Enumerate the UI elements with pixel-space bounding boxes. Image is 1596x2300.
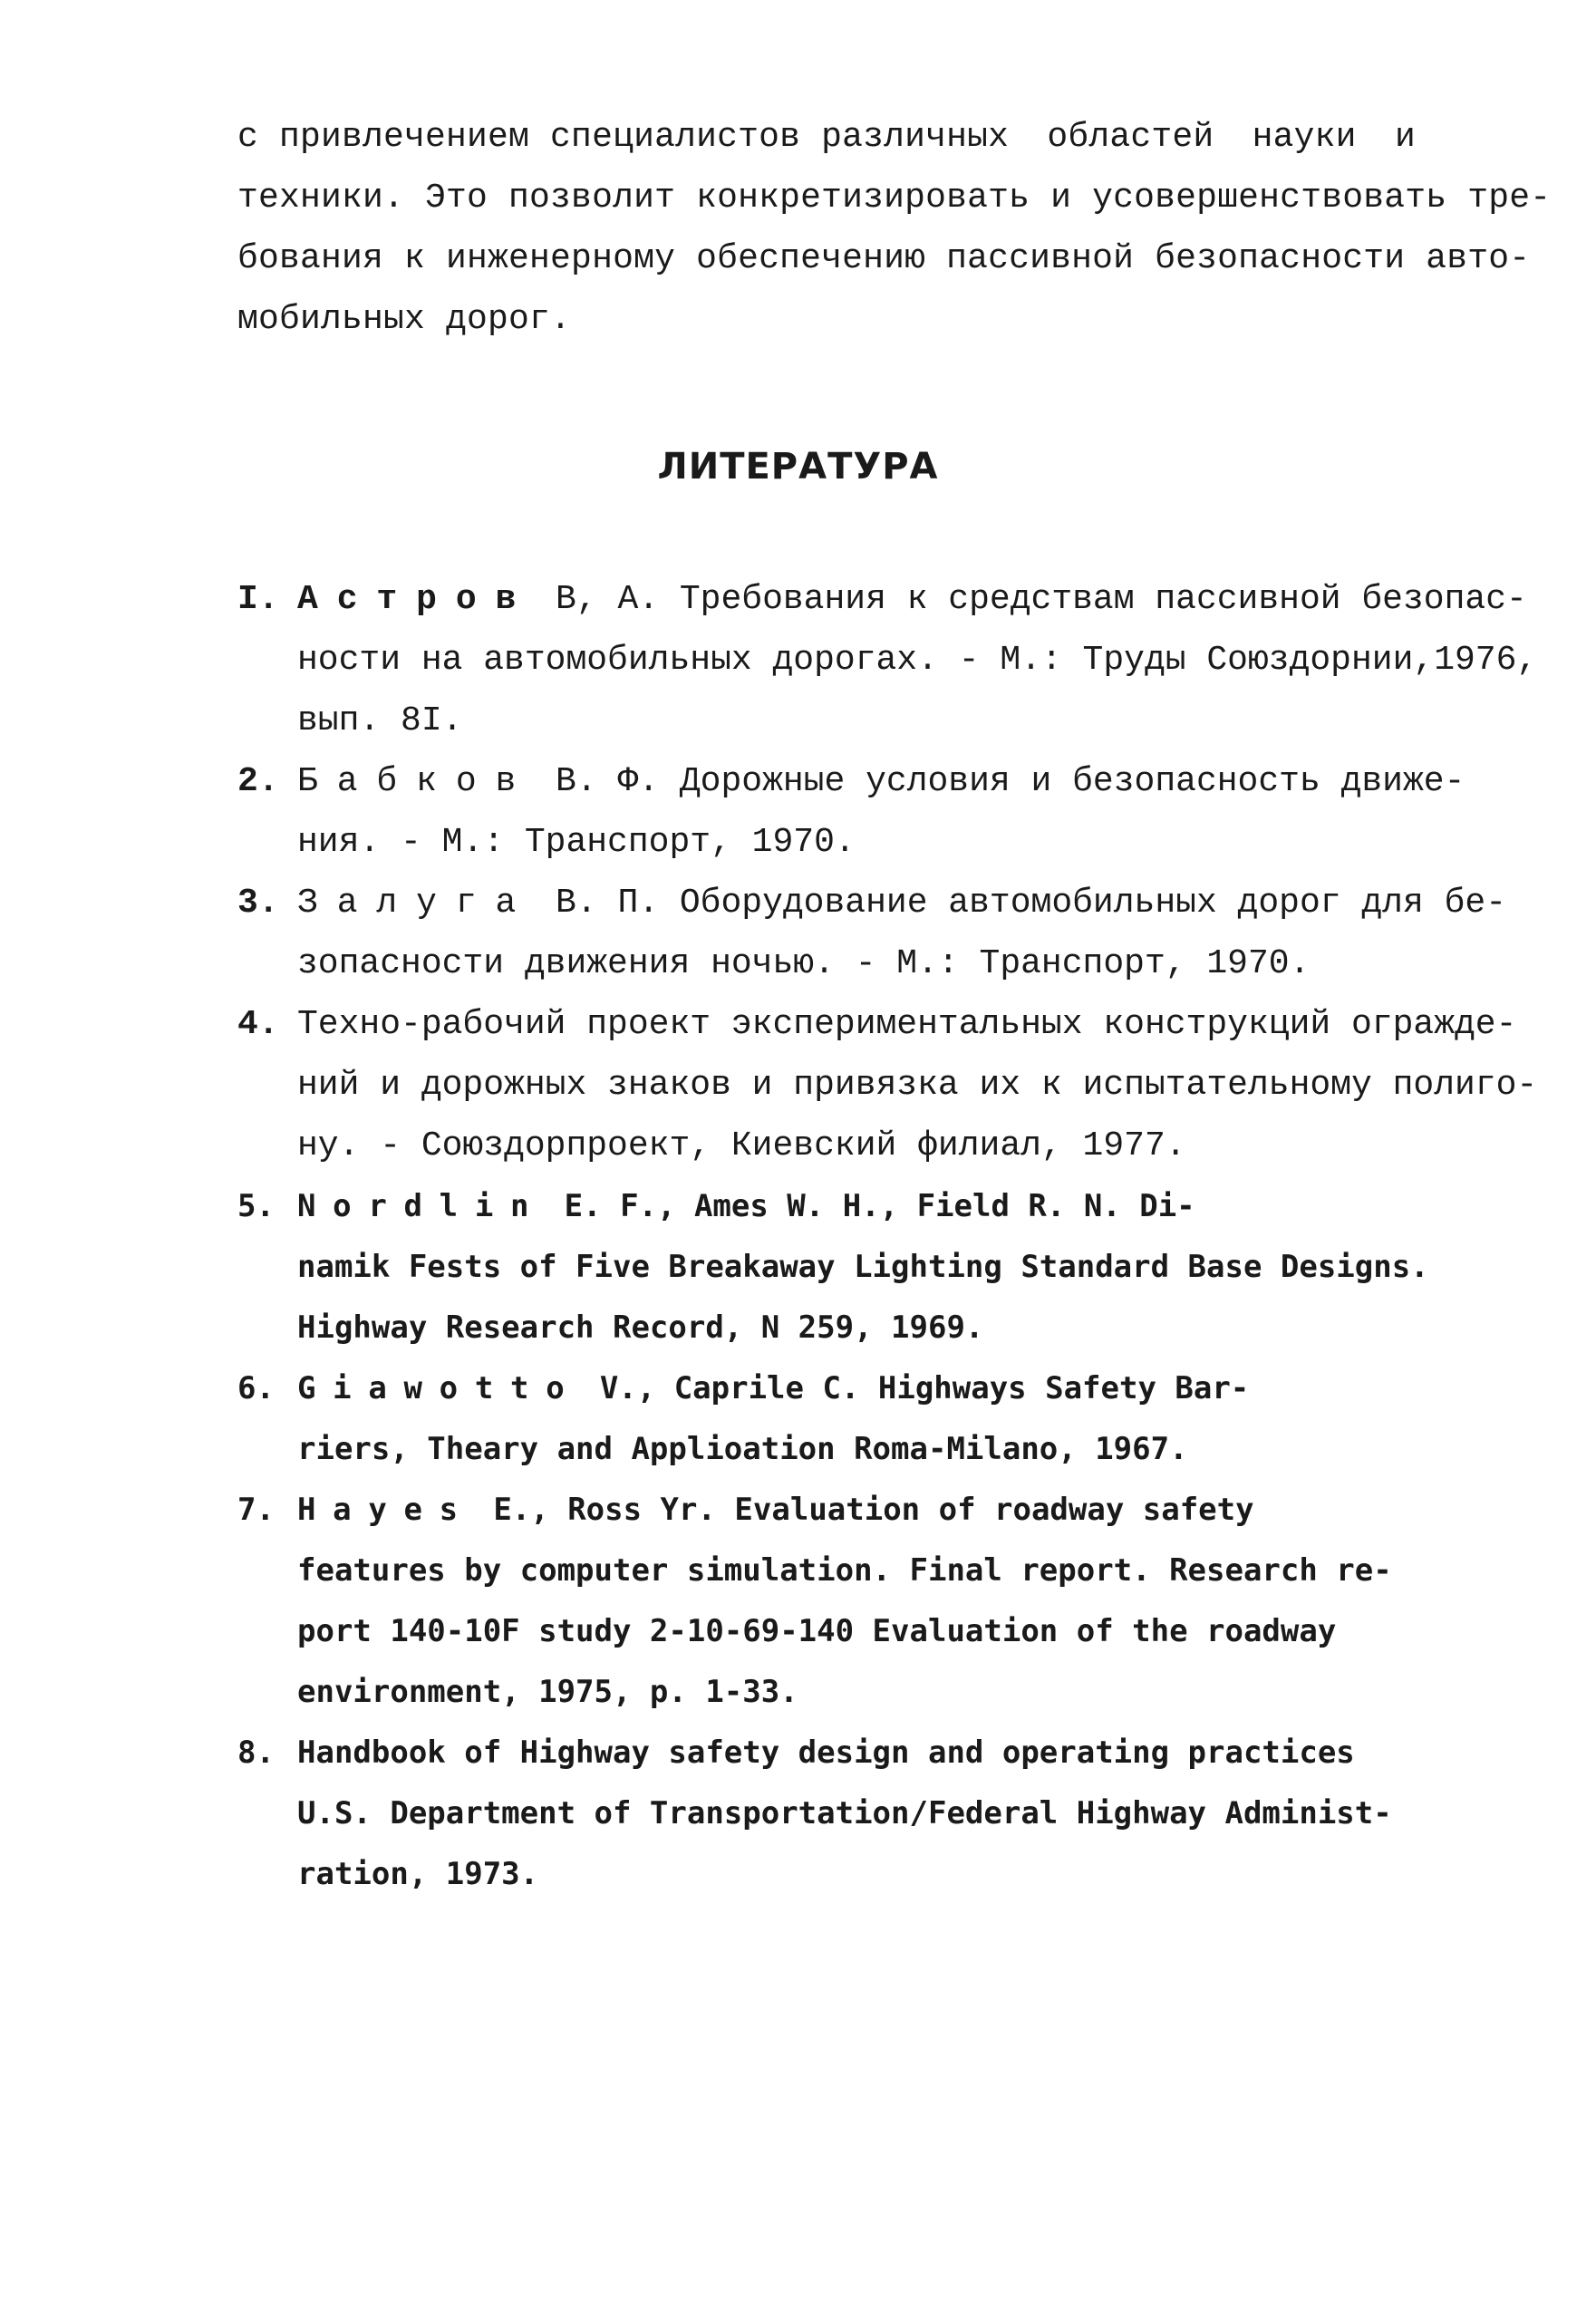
intro-line-1-part-4: и xyxy=(1394,118,1416,157)
reference-text: В. Ф. Дорожные условия и безопасность движе- xyxy=(535,762,1465,801)
reference-number: 7. xyxy=(237,1492,275,1528)
intro-line-1-part-3: науки xyxy=(1252,118,1357,157)
reference-item xyxy=(237,1176,1443,1358)
reference-number: 8. xyxy=(237,1735,275,1771)
reference-line xyxy=(297,1176,1443,1237)
reference-line: U.S. Department of Transportation/Federal Highway Administ- xyxy=(297,1795,1392,1831)
reference-line: ния. - М.: Транспорт, 1970. xyxy=(297,823,856,862)
reference-item xyxy=(237,873,1507,994)
reference-number: 4. xyxy=(237,1005,279,1044)
reference-number: 6. xyxy=(237,1370,275,1406)
intro-line-2: техники. Это позволит конкретизировать и усовершенствовать тре- xyxy=(237,179,1552,217)
reference-item xyxy=(237,1480,1443,1723)
intro-line-1-part-2: областей xyxy=(1047,118,1214,157)
reference-text: E. F., Ames W. H., Field R. N. Di- xyxy=(546,1188,1195,1224)
reference-line xyxy=(297,751,1465,812)
reference-text: Handbook of Highway safety design and operating practices xyxy=(297,1735,1355,1771)
reference-number: 3. xyxy=(237,884,279,923)
reference-list xyxy=(237,569,1538,1905)
reference-item xyxy=(237,1358,1443,1480)
reference-line xyxy=(297,569,1527,630)
reference-line: ration, 1973. xyxy=(297,1856,539,1892)
reference-line: environment, 1975, p. 1-33. xyxy=(297,1674,798,1710)
reference-author: Астров xyxy=(297,580,536,619)
reference-text: В. П. Оборудование автомобильных дорог для бе- xyxy=(535,884,1507,923)
reference-line xyxy=(297,1358,1443,1419)
section-heading: ЛИТЕРАТУРА xyxy=(657,446,939,488)
reference-line xyxy=(297,1480,1443,1541)
reference-author: Giawotto xyxy=(297,1370,582,1406)
intro-line-3: бования к инженерному обеспечению пассивной безопасности авто- xyxy=(237,239,1531,278)
reference-line: вып. 8I. xyxy=(297,701,463,740)
reference-text: Техно-рабочий проект экспериментальных конструкций огражде- xyxy=(297,1005,1517,1044)
reference-author: Залуга xyxy=(297,884,536,923)
reference-item xyxy=(237,569,1538,751)
reference-line: ну. - Союздорпроект, Киевский филиал, 1977. xyxy=(297,1126,1186,1165)
reference-line xyxy=(297,1723,1443,1783)
intro-line-1-part-1: с привлечением специалистов различных xyxy=(237,118,1010,157)
reference-line xyxy=(297,994,1517,1055)
reference-line: port 140-10F study 2-10-69-140 Evaluation of the roadway xyxy=(297,1613,1337,1649)
reference-line: features by computer simulation. Final report. Research re- xyxy=(297,1552,1392,1589)
reference-text: V., Caprile C. Highways Safety Bar- xyxy=(581,1370,1250,1406)
reference-line: ности на автомобильных дорогах. - М.: Труды Союздорнии,1976, xyxy=(297,641,1538,680)
reference-author: Бабков xyxy=(297,762,536,801)
reference-item xyxy=(237,751,1465,873)
intro-line-1 xyxy=(237,107,1416,168)
reference-line: зопасности движения ночью. - М.: Транспорт, 1970. xyxy=(297,944,1311,983)
reference-text: E., Ross Yr. Evaluation of roadway safety xyxy=(474,1492,1254,1528)
reference-item xyxy=(237,994,1538,1176)
intro-line-4: мобильных дорог. xyxy=(237,300,572,339)
reference-line: Highway Research Record, N 259, 1969. xyxy=(297,1309,984,1346)
reference-number: 2. xyxy=(237,762,279,801)
reference-author: Nordlin xyxy=(297,1188,547,1224)
reference-line: namik Fests of Five Breakaway Lighting Standard Base Designs. xyxy=(297,1249,1429,1285)
reference-text: В, А. Требования к средствам пассивной безопас- xyxy=(535,580,1527,619)
reference-author: Hayes xyxy=(297,1492,475,1528)
reference-item xyxy=(237,1723,1443,1905)
reference-number: I. xyxy=(237,580,279,619)
reference-line xyxy=(297,873,1507,933)
reference-line: ний и дорожных знаков и привязка их к испытательному полиго- xyxy=(297,1066,1538,1105)
intro-paragraph xyxy=(237,107,1552,350)
reference-line: riers, Theary and Applioation Roma-Milano, 1967. xyxy=(297,1431,1188,1467)
reference-number: 5. xyxy=(237,1188,275,1224)
